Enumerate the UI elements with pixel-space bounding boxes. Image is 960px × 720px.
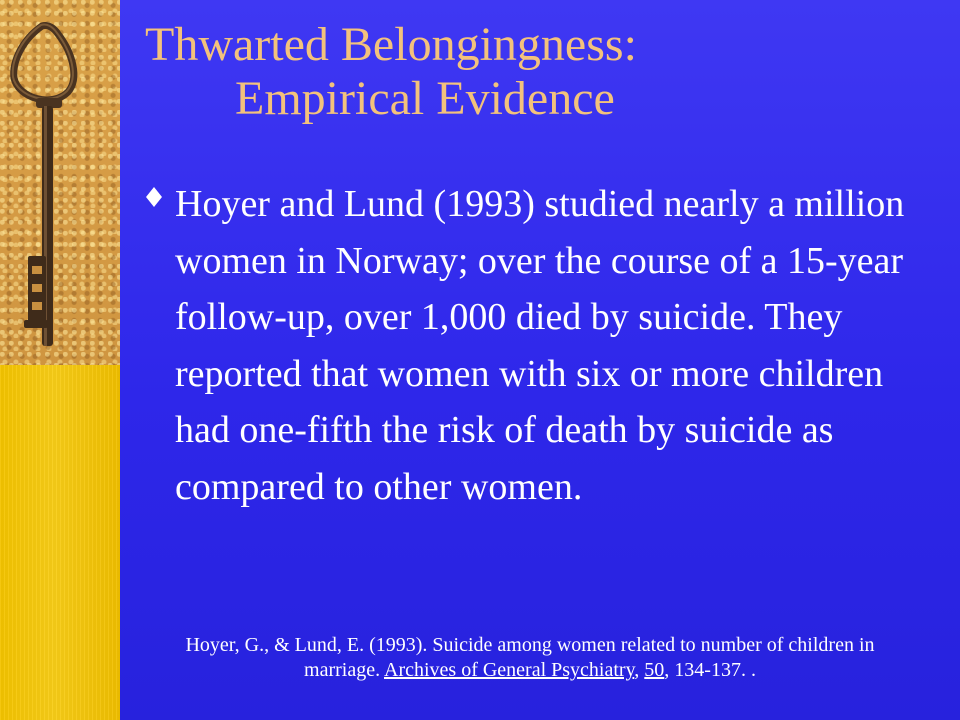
title-line-2: Empirical Evidence bbox=[235, 72, 615, 125]
slide-title bbox=[145, 18, 925, 126]
title-line-1: Thwarted Belongingness: bbox=[145, 18, 637, 71]
citation bbox=[150, 633, 910, 683]
bullet-item bbox=[145, 176, 925, 515]
citation-volume: 50 bbox=[644, 659, 665, 681]
antique-key-image bbox=[0, 0, 120, 365]
citation-separator: , bbox=[634, 659, 645, 681]
citation-pages: , 134-137. . bbox=[664, 659, 756, 681]
key-icon bbox=[0, 0, 120, 365]
bullet-text: Hoyer and Lund (1993) studied nearly a million women in Norway; over the course of a 15-year follow-up, over 1,000 died by suicide. They reported that women with six or more children had one-fifth the risk of death by suicide as compared to other women. bbox=[175, 183, 905, 508]
diamond-bullet-icon bbox=[145, 186, 163, 208]
citation-text: Hoyer, G., & Lund, E. (1993). Suicide among women related to number of children in marriage. bbox=[185, 634, 875, 681]
citation-journal: Archives of General Psychiatry bbox=[384, 659, 635, 681]
